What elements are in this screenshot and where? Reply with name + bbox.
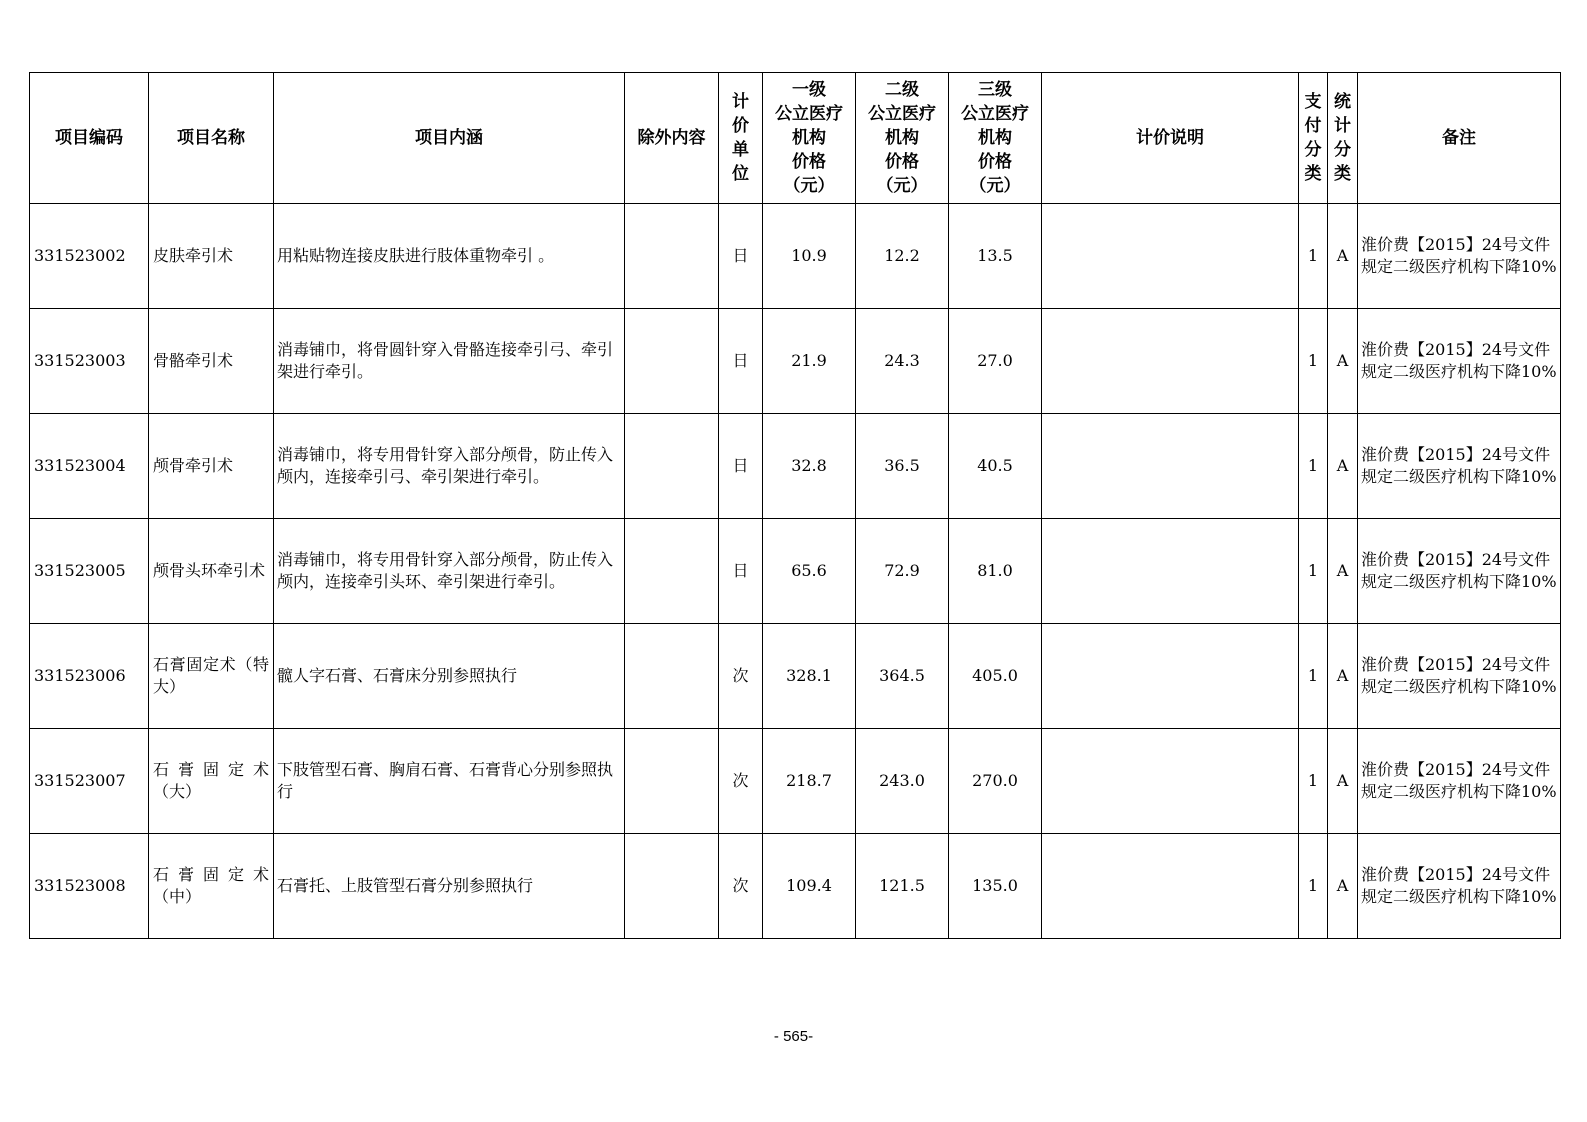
- cell-payment: 1: [1299, 519, 1328, 624]
- header-unit: [719, 73, 763, 204]
- header-payment-label: 支付分类: [1304, 92, 1322, 184]
- cell-name: 颅骨牵引术: [149, 414, 274, 519]
- cell-price-level1: 218.7: [763, 729, 856, 834]
- table-row: [30, 834, 1561, 939]
- header-unit-label: 计价单位: [732, 92, 749, 184]
- cell-payment: 1: [1299, 309, 1328, 414]
- header-note: 备注: [1358, 73, 1561, 204]
- cell-name: 皮肤牵引术: [149, 204, 274, 309]
- table-row: [30, 309, 1561, 414]
- table-row: [30, 204, 1561, 309]
- cell-note: 淮价费【2015】24号文件规定二级医疗机构下降10%: [1358, 729, 1561, 834]
- cell-note: 淮价费【2015】24号文件规定二级医疗机构下降10%: [1358, 204, 1561, 309]
- page-number: - 565-: [773, 1028, 814, 1045]
- cell-excluded: [625, 414, 719, 519]
- cell-price-level1: 10.9: [763, 204, 856, 309]
- table-row: [30, 729, 1561, 834]
- header-payment: [1299, 73, 1328, 204]
- header-price-level1: 一级 公立医疗 机构 价格 （元）: [763, 73, 856, 204]
- cell-content: 消毒铺巾，将专用骨针穿入部分颅骨，防止传入颅内，连接牵引头环、牵引架进行牵引。: [274, 519, 625, 624]
- cell-note: 淮价费【2015】24号文件规定二级医疗机构下降10%: [1358, 834, 1561, 939]
- cell-code: 331523004: [30, 414, 149, 519]
- table-body: [30, 204, 1561, 939]
- cell-stat: A: [1328, 624, 1358, 729]
- cell-explanation: [1042, 519, 1299, 624]
- cell-stat: A: [1328, 309, 1358, 414]
- header-price-level2: 二级 公立医疗 机构 价格 （元）: [856, 73, 949, 204]
- cell-payment: 1: [1299, 624, 1328, 729]
- cell-unit: 次: [719, 729, 763, 834]
- cell-note: 淮价费【2015】24号文件规定二级医疗机构下降10%: [1358, 519, 1561, 624]
- cell-payment: 1: [1299, 414, 1328, 519]
- cell-price-level3: 13.5: [949, 204, 1042, 309]
- pricing-table: [29, 72, 1561, 939]
- cell-price-level1: 328.1: [763, 624, 856, 729]
- cell-stat: A: [1328, 834, 1358, 939]
- cell-note: 淮价费【2015】24号文件规定二级医疗机构下降10%: [1358, 309, 1561, 414]
- cell-content: 下肢管型石膏、胸肩石膏、石膏背心分别参照执行: [274, 729, 625, 834]
- cell-explanation: [1042, 414, 1299, 519]
- cell-price-level3: 27.0: [949, 309, 1042, 414]
- cell-stat: A: [1328, 414, 1358, 519]
- cell-price-level3: 270.0: [949, 729, 1042, 834]
- cell-explanation: [1042, 204, 1299, 309]
- cell-unit: 次: [719, 624, 763, 729]
- header-price-level3: 三级 公立医疗 机构 价格 （元）: [949, 73, 1042, 204]
- cell-price-level3: 405.0: [949, 624, 1042, 729]
- cell-price-level1: 21.9: [763, 309, 856, 414]
- cell-price-level2: 243.0: [856, 729, 949, 834]
- table-row: [30, 519, 1561, 624]
- cell-unit: 日: [719, 519, 763, 624]
- cell-content: 髋人字石膏、石膏床分别参照执行: [274, 624, 625, 729]
- header-content: 项目内涵: [274, 73, 625, 204]
- cell-excluded: [625, 204, 719, 309]
- table-row: [30, 414, 1561, 519]
- cell-name: 颅骨头环牵引术: [149, 519, 274, 624]
- cell-content: 石膏托、上肢管型石膏分别参照执行: [274, 834, 625, 939]
- cell-note: 淮价费【2015】24号文件规定二级医疗机构下降10%: [1358, 624, 1561, 729]
- cell-excluded: [625, 309, 719, 414]
- cell-code: 331523002: [30, 204, 149, 309]
- table-row: [30, 624, 1561, 729]
- cell-price-level2: 121.5: [856, 834, 949, 939]
- cell-content: 消毒铺巾，将骨圆针穿入骨骼连接牵引弓、牵引架进行牵引。: [274, 309, 625, 414]
- cell-price-level3: 40.5: [949, 414, 1042, 519]
- cell-stat: A: [1328, 204, 1358, 309]
- header-excluded: 除外内容: [625, 73, 719, 204]
- cell-name: 骨骼牵引术: [149, 309, 274, 414]
- header-stat-label: 统计分类: [1334, 92, 1351, 184]
- cell-price-level3: 135.0: [949, 834, 1042, 939]
- cell-excluded: [625, 624, 719, 729]
- cell-unit: 日: [719, 204, 763, 309]
- cell-price-level1: 109.4: [763, 834, 856, 939]
- cell-explanation: [1042, 309, 1299, 414]
- cell-payment: 1: [1299, 834, 1328, 939]
- header-code: 项目编码: [30, 73, 149, 204]
- cell-price-level2: 24.3: [856, 309, 949, 414]
- cell-explanation: [1042, 624, 1299, 729]
- cell-unit: 日: [719, 309, 763, 414]
- cell-price-level2: 364.5: [856, 624, 949, 729]
- cell-content: 消毒铺巾，将专用骨针穿入部分颅骨，防止传入颅内，连接牵引弓、牵引架进行牵引。: [274, 414, 625, 519]
- table-header-row: [30, 73, 1561, 204]
- cell-payment: 1: [1299, 729, 1328, 834]
- cell-price-level1: 32.8: [763, 414, 856, 519]
- cell-stat: A: [1328, 729, 1358, 834]
- cell-name: 石膏固定术（大）: [149, 729, 274, 834]
- cell-name: 石膏固定术（中）: [149, 834, 274, 939]
- cell-code: 331523008: [30, 834, 149, 939]
- cell-price-level2: 36.5: [856, 414, 949, 519]
- cell-code: 331523005: [30, 519, 149, 624]
- cell-price-level3: 81.0: [949, 519, 1042, 624]
- header-explanation: 计价说明: [1042, 73, 1299, 204]
- cell-excluded: [625, 519, 719, 624]
- cell-unit: 日: [719, 414, 763, 519]
- cell-code: 331523006: [30, 624, 149, 729]
- cell-name: 石膏固定术（特大）: [149, 624, 274, 729]
- cell-unit: 次: [719, 834, 763, 939]
- cell-payment: 1: [1299, 204, 1328, 309]
- cell-price-level1: 65.6: [763, 519, 856, 624]
- cell-stat: A: [1328, 519, 1358, 624]
- header-stat: [1328, 73, 1358, 204]
- cell-code: 331523007: [30, 729, 149, 834]
- header-name: 项目名称: [149, 73, 274, 204]
- cell-excluded: [625, 729, 719, 834]
- cell-explanation: [1042, 834, 1299, 939]
- cell-note: 淮价费【2015】24号文件规定二级医疗机构下降10%: [1358, 414, 1561, 519]
- cell-excluded: [625, 834, 719, 939]
- cell-explanation: [1042, 729, 1299, 834]
- cell-price-level2: 12.2: [856, 204, 949, 309]
- cell-price-level2: 72.9: [856, 519, 949, 624]
- cell-code: 331523003: [30, 309, 149, 414]
- cell-content: 用粘贴物连接皮肤进行肢体重物牵引 。: [274, 204, 625, 309]
